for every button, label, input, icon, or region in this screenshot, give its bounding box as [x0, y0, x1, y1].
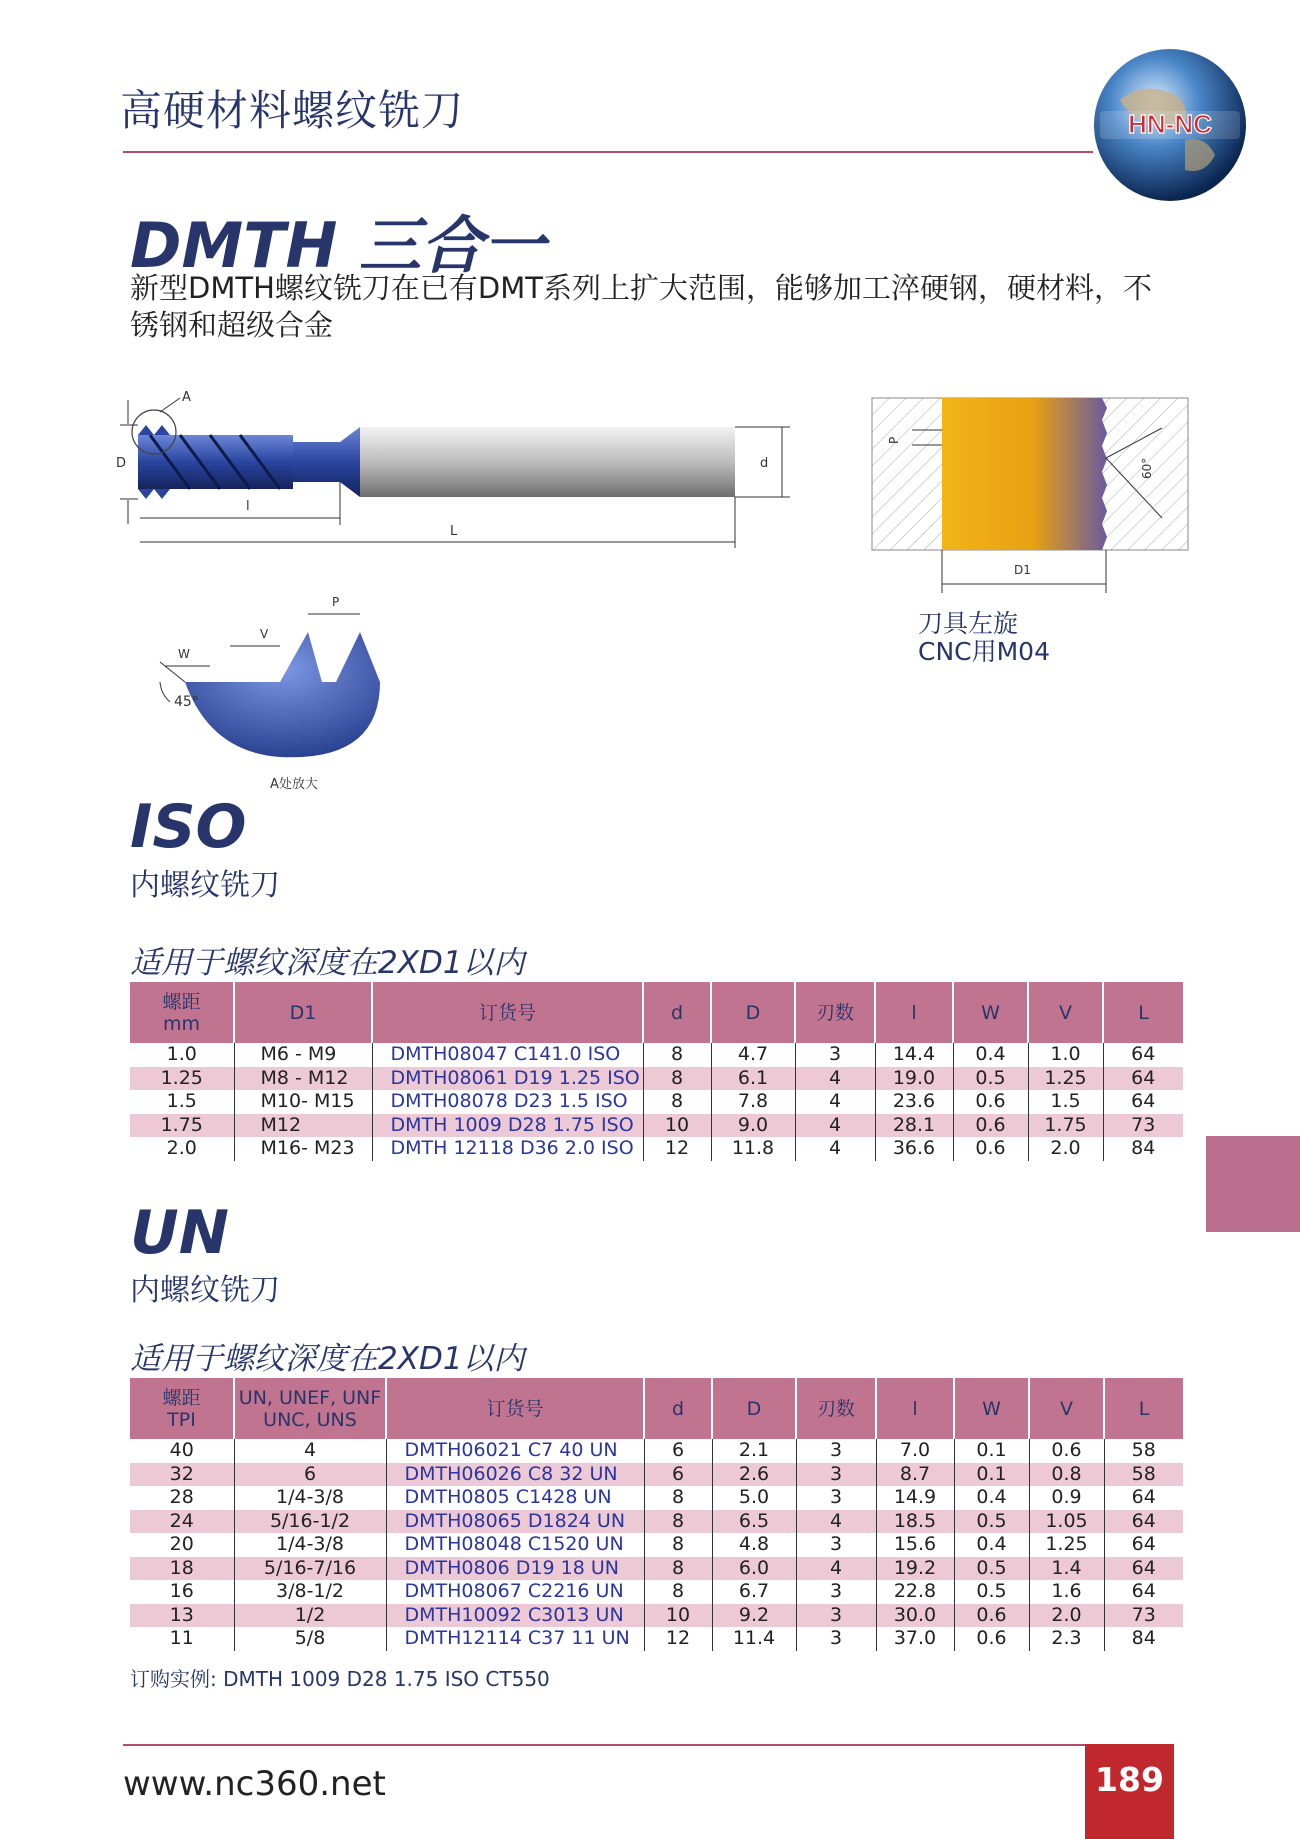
- table-cell: DMTH08061 D19 1.25 ISO: [372, 1067, 643, 1091]
- table-cell: 1/4-3/8: [234, 1486, 386, 1510]
- table-cell: 16: [130, 1580, 234, 1604]
- table-cell: 58: [1104, 1463, 1183, 1487]
- table-cell: 64: [1131, 1533, 1156, 1555]
- table-cell: DMTH0806 D19 18 UN: [386, 1557, 644, 1581]
- table-cell: 1/2: [234, 1604, 386, 1628]
- label-V: V: [260, 627, 269, 641]
- globe-logo: [1090, 45, 1250, 205]
- un-header-cell: d: [644, 1378, 712, 1439]
- label-60-deg: 60°: [1140, 457, 1154, 479]
- table-cell: 0.6: [953, 1137, 1028, 1161]
- table-cell: 0.4: [954, 1486, 1029, 1510]
- table-row: [130, 1090, 1183, 1114]
- table-cell: 1.5: [1028, 1090, 1103, 1114]
- table-cell: 14.9: [876, 1486, 954, 1510]
- logo-text: HN-NC: [1128, 109, 1212, 139]
- table-cell: 4: [795, 1090, 875, 1114]
- table-cell: 30.0: [876, 1604, 954, 1628]
- table-cell: 3: [796, 1580, 876, 1604]
- table-row: [130, 1486, 1183, 1510]
- table-row: [130, 1137, 1183, 1161]
- table-cell: 1.75: [130, 1114, 234, 1138]
- table-cell: 3: [796, 1463, 876, 1487]
- table-cell: 64: [1104, 1557, 1183, 1581]
- detail-diagram: [140, 592, 440, 792]
- table-cell: 0.6: [1029, 1439, 1104, 1463]
- table-cell: 6.7: [712, 1580, 796, 1604]
- table-cell: DMTH12114 C37 11 UN: [386, 1627, 644, 1651]
- iso-header-cell: 订货号: [372, 982, 643, 1043]
- table-cell: 64: [1103, 1067, 1183, 1091]
- iso-header-cell: W: [953, 982, 1028, 1043]
- iso-header-cell: L: [1103, 982, 1183, 1043]
- un-header-cell: UN, UNEF, UNF UNC, UNS: [234, 1378, 386, 1439]
- table-cell: 0.4: [954, 1533, 1029, 1557]
- table-cell: 5.0: [712, 1486, 796, 1510]
- table-cell: 1.75: [1028, 1114, 1103, 1138]
- table-row: [130, 1580, 1183, 1604]
- caption-line-1: 刀具左旋: [918, 609, 1019, 638]
- table-cell: 0.6: [953, 1114, 1028, 1138]
- iso-header-cell: l: [875, 982, 953, 1043]
- table-cell: 36.6: [875, 1137, 953, 1161]
- table-cell: 9.0: [711, 1114, 795, 1138]
- table-cell: 0.1: [954, 1439, 1029, 1463]
- un-section-subtitle: 内螺纹铣刀: [130, 1273, 280, 1308]
- label-l: l: [246, 499, 250, 514]
- iso-header-cell: V: [1028, 982, 1103, 1043]
- un-header-cell: W: [954, 1378, 1029, 1439]
- caption-line-2: CNC用M04: [918, 637, 1050, 666]
- un-header-cell: L: [1104, 1378, 1183, 1439]
- table-cell: 12: [643, 1137, 711, 1161]
- table-cell: 8: [644, 1486, 712, 1510]
- table-cell: 6: [234, 1463, 386, 1487]
- table-cell: 11: [130, 1627, 234, 1651]
- label-a: A: [182, 390, 191, 405]
- iso-header-cell: D: [711, 982, 795, 1043]
- table-cell: 6.1: [711, 1067, 795, 1091]
- table-cell: 8: [643, 1067, 711, 1091]
- table-cell: 64: [1131, 1043, 1156, 1065]
- table-cell: DMTH08067 C2216 UN: [386, 1580, 644, 1604]
- iso-section-title: ISO: [130, 792, 247, 862]
- table-cell: 2.1: [712, 1439, 796, 1463]
- label-d: d: [760, 456, 769, 471]
- table-row: [130, 1604, 1183, 1628]
- table-cell: 6.5: [712, 1510, 796, 1534]
- iso-section-note: 适用于螺纹深度在2XD1以内: [130, 945, 525, 981]
- table-cell: 28.1: [875, 1114, 953, 1138]
- table-cell: DMTH10092 C3013 UN: [386, 1604, 644, 1628]
- page-title: 高硬材料螺纹铣刀: [120, 86, 465, 135]
- iso-spec-table: [130, 982, 1183, 1161]
- thread-profile-diagram: [872, 398, 1188, 598]
- table-cell: 8: [643, 1043, 711, 1067]
- table-cell: 19.0: [875, 1067, 953, 1091]
- table-cell: 84: [1131, 1627, 1156, 1649]
- table-cell: 6: [644, 1439, 712, 1463]
- label-W: W: [178, 647, 190, 661]
- table-cell: 7.8: [711, 1090, 795, 1114]
- iso-header-cell: d: [643, 982, 711, 1043]
- un-section-title: UN: [130, 1198, 229, 1268]
- table-cell: 4: [234, 1439, 386, 1463]
- un-header-row: [130, 1378, 1183, 1439]
- table-cell: 37.0: [876, 1627, 954, 1651]
- table-cell: 1.25: [1028, 1067, 1103, 1091]
- iso-header-cell: 刃数: [795, 982, 875, 1043]
- table-cell: 3: [796, 1439, 876, 1463]
- side-index-tab: [1206, 1136, 1300, 1232]
- table-cell: 11.8: [711, 1137, 795, 1161]
- table-cell: 3: [795, 1043, 875, 1067]
- label-L: L: [450, 524, 458, 539]
- table-cell: 20: [130, 1533, 234, 1557]
- table-cell: DMTH08078 D23 1.5 ISO: [372, 1090, 643, 1114]
- table-cell: 8: [644, 1533, 712, 1557]
- table-cell: 1.0: [130, 1043, 234, 1067]
- table-cell: 6: [644, 1463, 712, 1487]
- table-cell: 4: [796, 1510, 876, 1534]
- table-cell: 5/16-7/16: [234, 1557, 386, 1581]
- table-cell: 1.0: [1028, 1043, 1103, 1067]
- table-cell: 0.4: [953, 1043, 1028, 1067]
- table-cell: 73: [1104, 1604, 1183, 1628]
- table-cell: M6 - M9: [234, 1043, 372, 1067]
- table-cell: 6.0: [712, 1557, 796, 1581]
- table-cell: 64: [1104, 1510, 1183, 1534]
- table-cell: 23.6: [875, 1090, 953, 1114]
- table-cell: M10- M15: [234, 1090, 372, 1114]
- table-cell: 73: [1103, 1114, 1183, 1138]
- table-row: [130, 1463, 1183, 1487]
- table-cell: DMTH 1009 D28 1.75 ISO: [372, 1114, 643, 1138]
- label-P: P: [887, 436, 901, 444]
- table-row: [130, 1533, 1183, 1557]
- table-cell: DMTH 12118 D36 2.0 ISO: [372, 1137, 643, 1161]
- table-cell: 3: [796, 1533, 876, 1557]
- table-cell: 3: [796, 1604, 876, 1628]
- iso-section-subtitle: 内螺纹铣刀: [130, 868, 280, 903]
- table-cell: 12: [644, 1627, 712, 1651]
- un-spec-table: [130, 1378, 1183, 1651]
- table-cell: 15.6: [876, 1533, 954, 1557]
- table-cell: 4: [795, 1114, 875, 1138]
- table-cell: 9.2: [712, 1604, 796, 1628]
- table-cell: 3/8-1/2: [234, 1580, 386, 1604]
- table-cell: 2.0: [1028, 1137, 1103, 1161]
- table-cell: DMTH08048 C1520 UN: [386, 1533, 644, 1557]
- table-cell: DMTH0805 C1428 UN: [386, 1486, 644, 1510]
- page-number: 189: [1095, 1760, 1164, 1799]
- table-cell: 1.4: [1029, 1557, 1104, 1581]
- table-cell: 18: [130, 1557, 234, 1581]
- table-row: [130, 1627, 1183, 1651]
- table-cell: 1.05: [1029, 1510, 1104, 1534]
- table-cell: 0.6: [954, 1627, 1029, 1651]
- table-cell: 7.0: [876, 1439, 954, 1463]
- table-cell: 40: [130, 1439, 234, 1463]
- thread-caption: [918, 610, 1050, 666]
- table-cell: 4.7: [711, 1043, 795, 1067]
- detail-caption: A处放大: [270, 777, 318, 792]
- table-cell: 0.5: [954, 1510, 1029, 1534]
- table-cell: 1.6: [1029, 1580, 1104, 1604]
- table-cell: 1/4-3/8: [234, 1533, 386, 1557]
- label-D1: D1: [1014, 563, 1031, 577]
- table-row: [130, 1114, 1183, 1138]
- un-table-body: [130, 1439, 1183, 1651]
- table-cell: 3: [796, 1627, 876, 1651]
- table-cell: 22.8: [876, 1580, 954, 1604]
- label-45-deg: 45°: [174, 694, 199, 710]
- un-section-note: 适用于螺纹深度在2XD1以内: [130, 1341, 525, 1377]
- table-cell: 28: [130, 1486, 234, 1510]
- table-cell: M8 - M12: [234, 1067, 372, 1091]
- un-header-cell: l: [876, 1378, 954, 1439]
- order-example: 订购实例: DMTH 1009 D28 1.75 ISO CT550: [130, 1667, 550, 1691]
- iso-table-body: [130, 1043, 1183, 1161]
- table-cell: DMTH08065 D1824 UN: [386, 1510, 644, 1534]
- header-divider: [123, 151, 1093, 153]
- table-cell: 5/8: [234, 1627, 386, 1651]
- iso-header-cell: 螺距 mm: [130, 982, 234, 1043]
- table-cell: 24: [130, 1510, 234, 1534]
- table-cell: 5/16-1/2: [234, 1510, 386, 1534]
- table-row: [130, 1557, 1183, 1581]
- table-cell: 4: [796, 1557, 876, 1581]
- table-cell: 2.0: [1029, 1604, 1104, 1628]
- table-cell: DMTH08047 C141.0 ISO: [372, 1043, 643, 1067]
- table-cell: 0.5: [954, 1580, 1029, 1604]
- tool-dimension-diagram: [116, 380, 810, 560]
- table-row: [130, 1510, 1183, 1534]
- un-header-cell: V: [1029, 1378, 1104, 1439]
- table-cell: 84: [1131, 1137, 1156, 1159]
- table-cell: 3: [796, 1486, 876, 1510]
- label-P-detail: P: [332, 595, 340, 609]
- table-cell: 14.4: [875, 1043, 953, 1067]
- footer-divider: [123, 1744, 1085, 1746]
- table-cell: 10: [644, 1604, 712, 1628]
- table-cell: 64: [1131, 1580, 1156, 1602]
- table-cell: 1.5: [130, 1090, 234, 1114]
- table-cell: 8: [644, 1580, 712, 1604]
- table-cell: M16- M23: [234, 1137, 372, 1161]
- iso-header-cell: D1: [234, 982, 372, 1043]
- table-cell: 2.3: [1029, 1627, 1104, 1651]
- product-title: DMTH 三合一: [130, 209, 545, 282]
- table-cell: 8: [643, 1090, 711, 1114]
- table-cell: 1.25: [130, 1067, 234, 1091]
- table-cell: 18.5: [876, 1510, 954, 1534]
- table-cell: 58: [1131, 1439, 1156, 1461]
- un-header-cell: 螺距 TPI: [130, 1378, 234, 1439]
- un-header-cell: 刃数: [796, 1378, 876, 1439]
- table-row: [130, 1439, 1183, 1463]
- table-cell: 64: [1131, 1486, 1156, 1508]
- iso-header-row: [130, 982, 1183, 1043]
- table-row: [130, 1067, 1183, 1091]
- un-header-cell: D: [712, 1378, 796, 1439]
- un-header-cell: 订货号: [386, 1378, 644, 1439]
- table-cell: 64: [1131, 1090, 1156, 1112]
- table-row: [130, 1043, 1183, 1067]
- label-D: D: [116, 456, 127, 471]
- table-cell: 32: [130, 1463, 234, 1487]
- table-cell: 0.1: [954, 1463, 1029, 1487]
- table-cell: 11.4: [712, 1627, 796, 1651]
- product-intro: 新型DMTH螺纹铣刀在已有DMT系列上扩大范围，能够加工淬硬钢，硬材料，不锈钢和超级合金: [130, 271, 1152, 342]
- table-cell: 4: [795, 1067, 875, 1091]
- table-cell: 13: [130, 1604, 234, 1628]
- table-cell: 0.6: [954, 1604, 1029, 1628]
- table-cell: 4: [795, 1137, 875, 1161]
- table-cell: 0.5: [953, 1067, 1028, 1091]
- table-cell: 0.6: [953, 1090, 1028, 1114]
- table-cell: 1.25: [1029, 1533, 1104, 1557]
- website-url[interactable]: www.nc360.net: [123, 1764, 386, 1804]
- table-cell: 0.5: [954, 1557, 1029, 1581]
- table-cell: 8.7: [876, 1463, 954, 1487]
- table-cell: 4.8: [712, 1533, 796, 1557]
- table-cell: 0.9: [1029, 1486, 1104, 1510]
- table-cell: M12: [234, 1114, 372, 1138]
- table-cell: 8: [644, 1510, 712, 1534]
- table-cell: 19.2: [876, 1557, 954, 1581]
- table-cell: 0.8: [1029, 1463, 1104, 1487]
- table-cell: 8: [644, 1557, 712, 1581]
- table-cell: 2.6: [712, 1463, 796, 1487]
- table-cell: DMTH06026 C8 32 UN: [386, 1463, 644, 1487]
- table-cell: 10: [643, 1114, 711, 1138]
- table-cell: 2.0: [130, 1137, 234, 1161]
- table-cell: DMTH06021 C7 40 UN: [386, 1439, 644, 1463]
